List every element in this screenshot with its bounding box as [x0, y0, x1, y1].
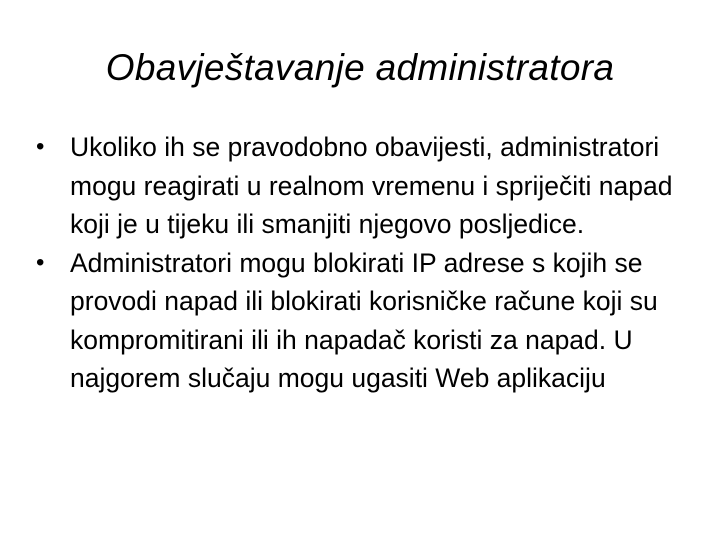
bullet-list	[36, 128, 686, 398]
slide-title: Obavještavanje administratora	[105, 47, 615, 88]
bullet-text: Ukoliko ih se pravodobno obavijesti, administratori mogu reagirati u realnom vremenu i spriječiti napad koji je u tijeku ili smanjiti njegovo posljedice.	[70, 132, 673, 239]
bullet-item	[36, 244, 686, 398]
bullet-item	[36, 128, 686, 244]
bullet-marker: •	[36, 133, 45, 160]
bullet-marker: •	[36, 248, 45, 276]
bullet-text: Administratori mogu blokirati IP adrese s kojih se provodi napad ili blokirati korisničke račune koji su kompromitirani ili ih napadač koristi za napad. U najgorem slučaju mogu ugasiti Web aplikaciju	[70, 247, 658, 393]
